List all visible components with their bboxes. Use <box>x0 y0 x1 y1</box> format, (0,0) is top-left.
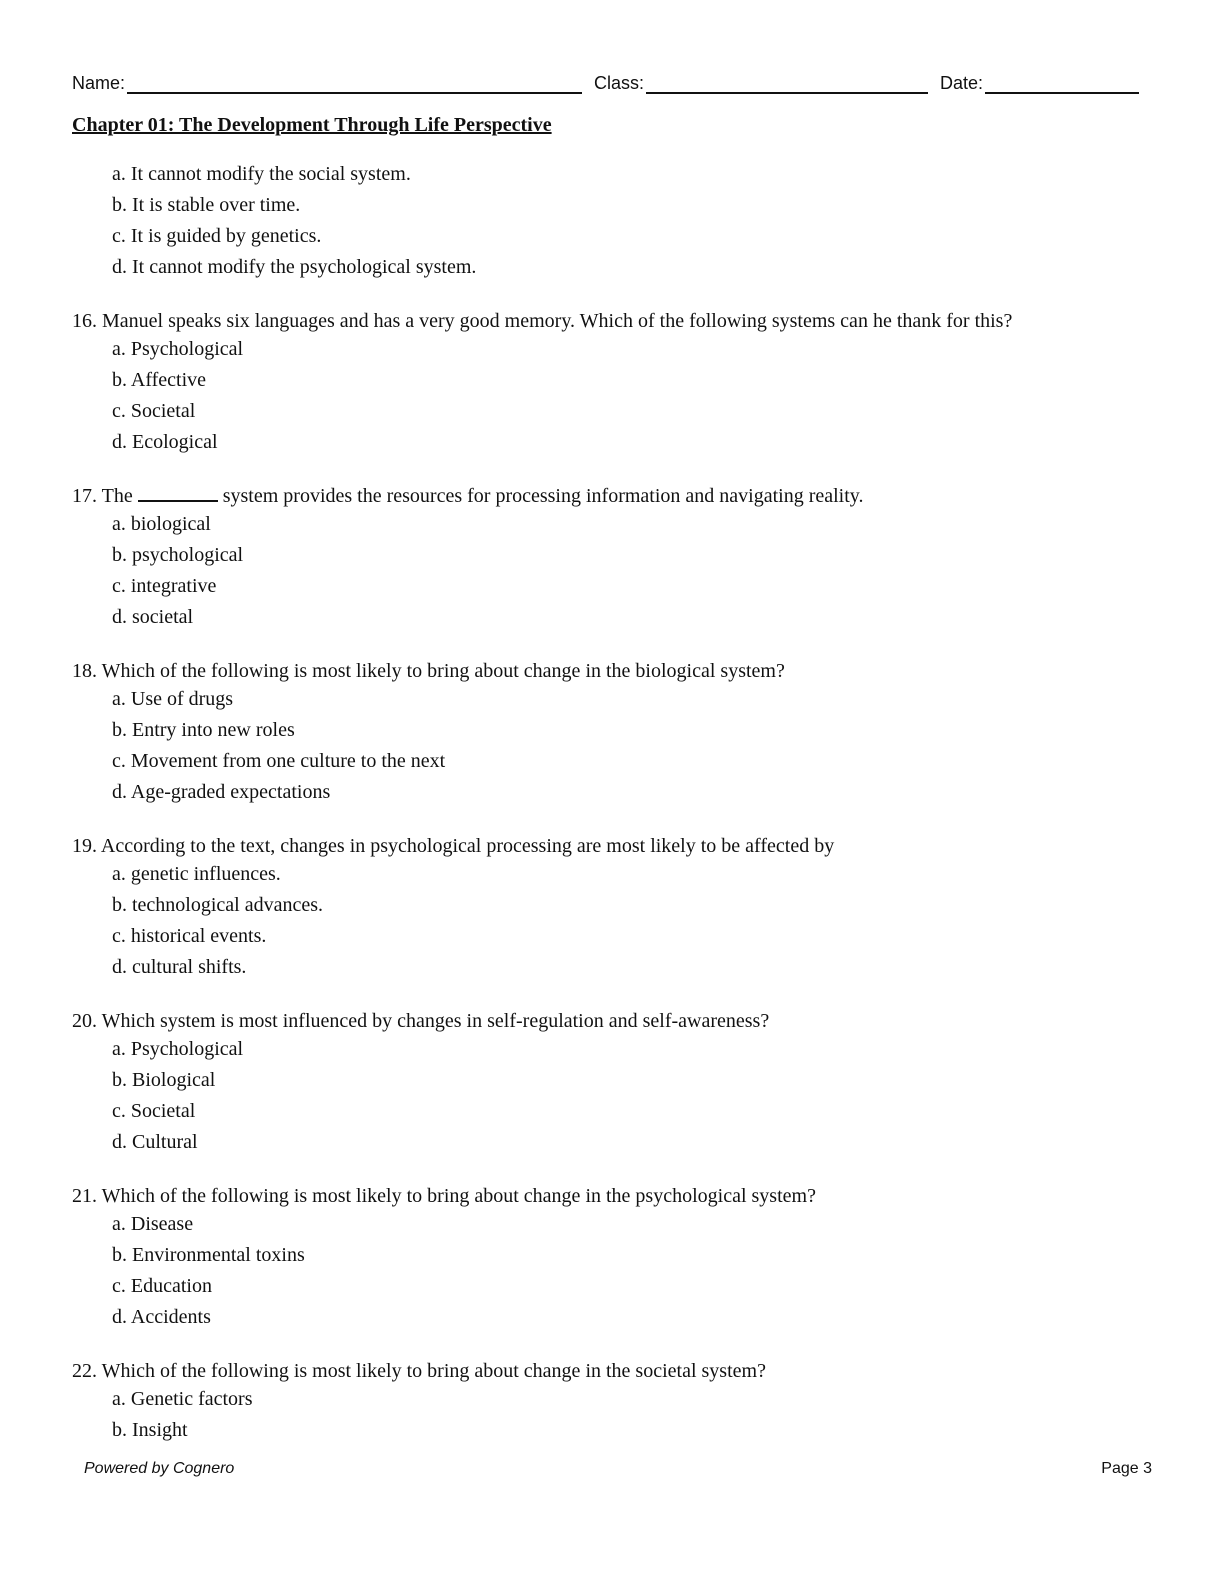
question-text-after: system provides the resources for processing information and navigating reality. <box>217 485 864 507</box>
option: b. Entry into new roles <box>112 719 295 741</box>
option: a. Psychological <box>112 1038 244 1060</box>
option: c. integrative <box>112 575 217 597</box>
name-label: Name: <box>72 73 126 93</box>
question-21 <box>72 1182 1152 1334</box>
question-18 <box>72 657 1152 809</box>
option: d. Age-graded expectations <box>112 781 331 803</box>
option: c. It is guided by genetics. <box>112 225 322 247</box>
option: c. Societal <box>112 400 196 422</box>
option: a. Disease <box>112 1213 194 1235</box>
question-text: 21. Which of the following is most likely to bring about change in the psychological system? <box>72 1185 816 1207</box>
question-19 <box>72 832 1152 984</box>
option: b. Insight <box>112 1419 188 1441</box>
question-22 <box>72 1357 1152 1447</box>
chapter-title: Chapter 01: The Development Through Life Perspective <box>72 114 552 136</box>
question-text: 18. Which of the following is most likely to bring about change in the biological system? <box>72 660 785 682</box>
option: b. technological advances. <box>112 894 324 916</box>
date-line <box>985 72 1139 94</box>
option: d. Accidents <box>112 1306 211 1328</box>
option: a. Use of drugs <box>112 688 234 710</box>
option: b. Affective <box>112 369 207 391</box>
header-fields <box>72 72 1144 98</box>
fill-in-blank <box>138 482 218 502</box>
option: d. It cannot modify the psychological system. <box>112 256 477 278</box>
question-text <box>72 482 1152 510</box>
question-list <box>72 160 1152 1447</box>
option: b. Environmental toxins <box>112 1244 305 1266</box>
option: a. biological <box>112 513 211 535</box>
question-text: 19. According to the text, changes in psychological processing are most likely to be affected by <box>72 835 835 857</box>
option: d. societal <box>112 606 194 628</box>
date-field <box>940 72 1139 94</box>
option: d. cultural shifts. <box>112 956 247 978</box>
question-16 <box>72 307 1152 459</box>
option: c. Societal <box>112 1100 196 1122</box>
name-field <box>72 72 582 94</box>
class-line <box>646 72 928 94</box>
question-20 <box>72 1007 1152 1159</box>
question-17 <box>72 482 1152 634</box>
question-text: 20. Which system is most influenced by changes in self-regulation and self-awareness? <box>72 1010 770 1032</box>
option: b. psychological <box>112 544 244 566</box>
option: a. Genetic factors <box>112 1388 253 1410</box>
continued-options <box>72 160 1152 284</box>
powered-by-footer: Powered by Cognero <box>84 1460 235 1477</box>
option: d. Cultural <box>112 1131 198 1153</box>
option: c. Education <box>112 1275 212 1297</box>
question-text-before: 17. The <box>72 485 138 507</box>
option: d. Ecological <box>112 431 218 453</box>
class-label: Class: <box>594 73 645 93</box>
page-number: Page 3 <box>1101 1460 1152 1477</box>
option: c. Movement from one culture to the next <box>112 750 446 772</box>
class-field <box>594 72 928 94</box>
question-text: 16. Manuel speaks six languages and has a very good memory. Which of the following systems can he thank for this? <box>72 310 1013 332</box>
option: c. historical events. <box>112 925 267 947</box>
question-text: 22. Which of the following is most likely to bring about change in the societal system? <box>72 1360 766 1382</box>
option: a. Psychological <box>112 338 244 360</box>
date-label: Date: <box>940 73 984 93</box>
option: b. It is stable over time. <box>112 194 301 216</box>
name-line <box>127 72 582 94</box>
option: a. It cannot modify the social system. <box>112 163 411 185</box>
option: b. Biological <box>112 1069 216 1091</box>
option: a. genetic influences. <box>112 863 281 885</box>
